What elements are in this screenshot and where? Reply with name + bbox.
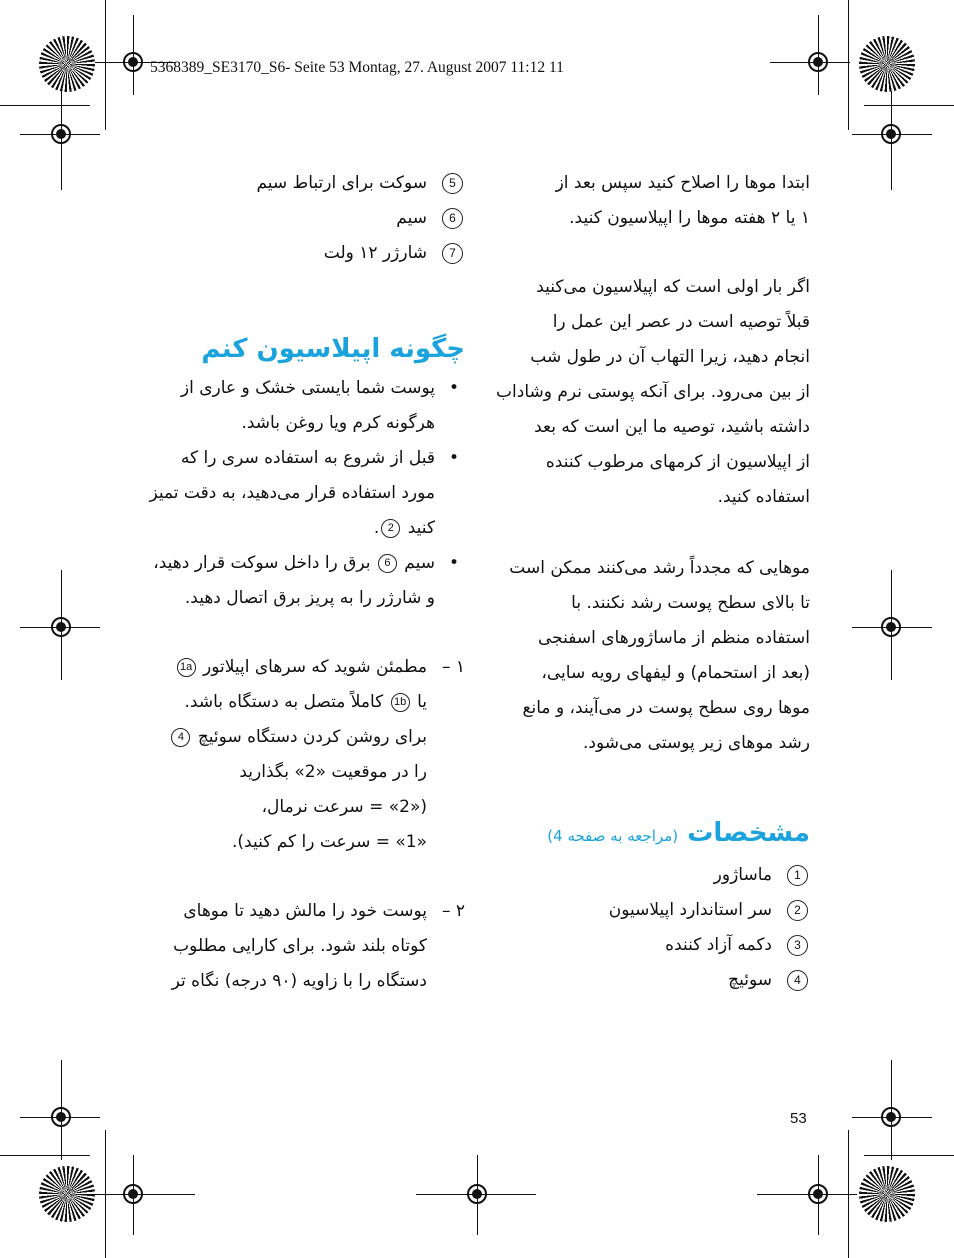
starburst-mark-icon xyxy=(859,36,915,92)
bullet-icon: • xyxy=(448,378,459,398)
spec-item: 1 ماساژور xyxy=(480,858,810,893)
spec-item: 6 سیم xyxy=(130,201,465,236)
number-badge: 7 xyxy=(442,243,463,264)
step-number: ۱ – xyxy=(441,657,465,677)
specifications-heading-note: (مراجعه به صفحه 4) xyxy=(547,827,679,845)
registration-mark-icon xyxy=(122,1183,144,1205)
step-2: ۲ – پوست خود را مالش دهید تا موهای کوتاه بلند شود. برای کارایی مطلوب دستگاه را با زاویه (۹۰ درجه) نگاه تر xyxy=(130,894,465,999)
bullet-icon: • xyxy=(448,448,459,468)
spec-item: 5 سوکت برای ارتباط سیم xyxy=(130,166,465,201)
registration-mark-icon xyxy=(122,51,144,73)
spec-item: 3 دکمه آزاد کننده xyxy=(480,928,810,963)
number-badge: 6 xyxy=(378,554,397,573)
paragraph-shaving: ابتدا موها را اصلاح کنید سپس بعد از ۱ یا ۲ هفته موها را اپیلاسیون کنید. xyxy=(555,173,810,228)
page-number: 53 xyxy=(790,1110,807,1127)
bullet-item: • پوست شما بایستی خشک و عاری از هرگونه کرم ویا روغن باشد. xyxy=(130,371,465,441)
registration-mark-icon xyxy=(50,1106,72,1128)
left-column xyxy=(130,166,465,999)
paragraph-ingrown-hairs: موهایی که مجدداً رشد می‌کنند ممکن است تا بالای سطح پوست رشد نکنند. با استفاده منظم از ماساژورهای اسفنجی (بعد از استحمام) و لیفهای رویه سایی، موها روی سطح پوست در می‌آیند، و مانع رشد موهای زیر پوستی می‌شود. xyxy=(509,558,810,753)
bullet-item: • سیم 6 برق را داخل سوکت قرار دهید، و شارژر را به پریز برق اتصال دهید. xyxy=(130,546,465,616)
number-badge: 5 xyxy=(442,173,463,194)
registration-mark-icon xyxy=(880,616,902,638)
spec-item: 7 شارژر ۱۲ ولت xyxy=(130,236,465,271)
print-header: 5368389_SE3170_S6- Seite 53 Montag, 27. August 2007 11:12 11 xyxy=(150,59,564,76)
bullet-item: • قبل از شروع به استفاده سری را که مورد استفاده قرار می‌دهید، به دقت تمیز کنید 2. xyxy=(130,441,465,546)
spec-item: 4 سوئیچ xyxy=(480,963,810,998)
registration-mark-icon xyxy=(880,123,902,145)
paragraph-first-time: اگر بار اولی است که اپیلاسیون می‌کنید قبلاً توصیه است در عصر این عمل را انجام دهید، زیرا التهاب آن در طول شب از بین می‌رود. برای آنکه پوستی نرم وشاداب داشته باشید، توصیه ما این است که بعد از اپیلاسیون از کرمهای مرطوب کننده استفاده کنید. xyxy=(496,277,810,507)
number-badge: 3 xyxy=(787,935,808,956)
number-badge: 4 xyxy=(787,970,808,991)
starburst-mark-icon xyxy=(859,1166,915,1222)
number-badge: 1 xyxy=(787,865,808,886)
registration-mark-icon xyxy=(50,123,72,145)
step-1: ۱ – مطمئن شوید که سرهای اپیلاتور 1a یا 1b کاملاً متصل به دستگاه باشد. برای روشن کردن دستگاه سوئیچ 4 را در موقعیت «2» بگذارید («2» = سرعت نرمال، «1» = سرعت را کم کنید). xyxy=(130,650,465,860)
registration-mark-icon xyxy=(807,51,829,73)
howto-heading: چگونه اپیلاسیون کنم xyxy=(201,334,465,364)
starburst-mark-icon xyxy=(39,36,95,92)
starburst-mark-icon xyxy=(39,1166,95,1222)
registration-mark-icon xyxy=(466,1183,488,1205)
registration-mark-icon xyxy=(880,1106,902,1128)
number-badge: 1a xyxy=(177,658,196,677)
right-column xyxy=(480,166,810,998)
number-badge: 1b xyxy=(391,693,410,712)
number-badge: 6 xyxy=(442,208,463,229)
number-badge: 4 xyxy=(171,728,190,747)
registration-mark-icon xyxy=(807,1183,829,1205)
spec-item: 2 سر استاندارد اپیلاسیون xyxy=(480,893,810,928)
number-badge: 2 xyxy=(787,900,808,921)
step-number: ۲ – xyxy=(441,901,465,921)
number-badge: 2 xyxy=(381,519,400,538)
specifications-heading: مشخصات (مراجعه به صفحه 4) xyxy=(547,818,810,848)
registration-mark-icon xyxy=(50,616,72,638)
bullet-icon: • xyxy=(448,553,459,573)
